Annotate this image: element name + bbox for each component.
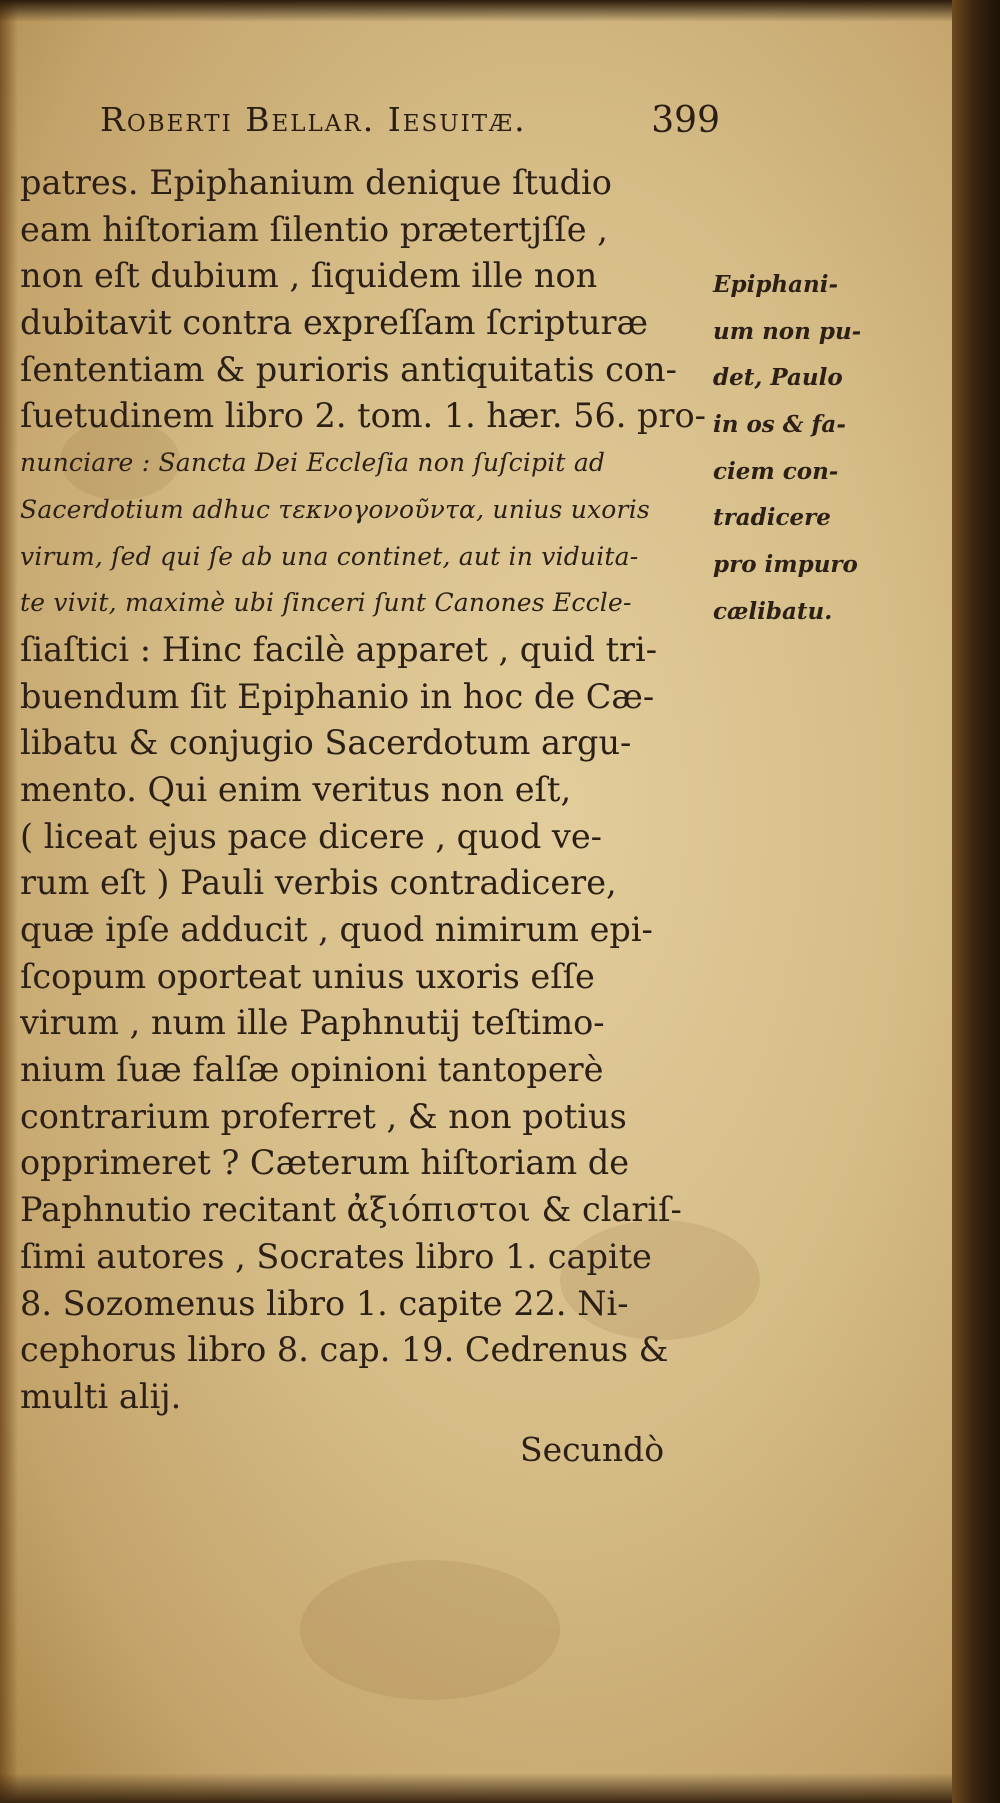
text-line: ( liceat ejus pace dicere , quod ve- [20,816,602,856]
text-line: ſuetudinem libro 2. tom. 1. hær. 56. pro- [20,396,706,436]
page-number: 399 [651,100,720,141]
text-line: ſiaſtici : Hinc facilè apparet , quid tri- [20,629,658,669]
text-line: eam hiſtoriam ſilentio prætertjſſe , [20,209,608,249]
marginal-note [713,262,893,636]
paper-stain [300,1560,560,1700]
text-line: multi alij. [20,1376,182,1416]
marginal-line: in os & fa- [713,411,846,439]
page-header [100,100,720,150]
text-line: contrarium proferret , & non potius [20,1096,627,1136]
text-line: libatu & conjugio Sacerdotum argu- [20,723,632,763]
quotation-line: nunciare : Sancta Dei Eccleſia non ſuſcipit ad [20,448,606,478]
quotation-line: Sacerdotium adhuc τεκνογονοῦντα, unius uxoris [20,494,650,524]
page-left-edge [0,0,18,1803]
text-line: rum eſt ) Pauli verbis contradicere, [20,863,617,903]
text-line: dubitavit contra expreſſam ſcripturæ [20,303,649,343]
text-line: nium ſuæ falſæ opinioni tantoperè [20,1050,604,1090]
text-line: virum , num ille Paphnutij teſtimo- [20,1003,605,1043]
page-top-edge [0,0,1000,22]
text-line: mento. Qui enim veritus non eſt, [20,769,572,809]
marginal-line: Epiphani- [713,271,839,298]
text-line: buendum ſit Epiphanio in hoc de Cæ- [20,676,655,716]
marginal-line: pro impuro [713,551,858,579]
marginal-line: tradicere [713,504,831,532]
text-line: non eſt dubium , ſiquidem ille non [20,256,598,296]
text-line: ſcopum oporteat unius uxoris eſſe [20,956,595,996]
page-bottom-edge [0,1773,1000,1803]
marginal-line: det, Paulo [713,364,843,392]
book-spine-edge [952,0,1000,1803]
text-line: patres. Epiphanium denique ſtudio [20,163,612,202]
main-text-block [20,160,720,1421]
text-line: opprimeret ? Cæterum hiſtoriam de [20,1143,630,1183]
quotation-line: virum, ſed qui ſe ab una continet, aut in viduita- [20,541,639,571]
marginal-line: cælibatu. [713,597,833,625]
running-head: Roberti Bellar. Iesuitæ. [100,100,527,139]
marginal-line: ciem con- [713,457,839,485]
marginal-line: um non pu- [713,317,862,345]
quotation-line: te vivit, maximè ubi ſinceri ſunt Canones Eccle- [20,588,632,618]
text-line: cephorus libro 8. cap. 19. Cedrenus & [20,1330,669,1370]
text-line: Paphnutio recitant ἀξιόπιστοι & clariſ- [20,1190,682,1230]
text-line: ſententiam & purioris antiquitatis con- [20,349,677,389]
text-line: quæ ipſe adducit , quod nimirum epi- [20,910,653,949]
text-line: ſimi autores , Socrates libro 1. capite [20,1236,652,1276]
text-line: 8. Sozomenus libro 1. capite 22. Ni- [20,1283,629,1323]
catchword: Secundò [520,1430,665,1469]
